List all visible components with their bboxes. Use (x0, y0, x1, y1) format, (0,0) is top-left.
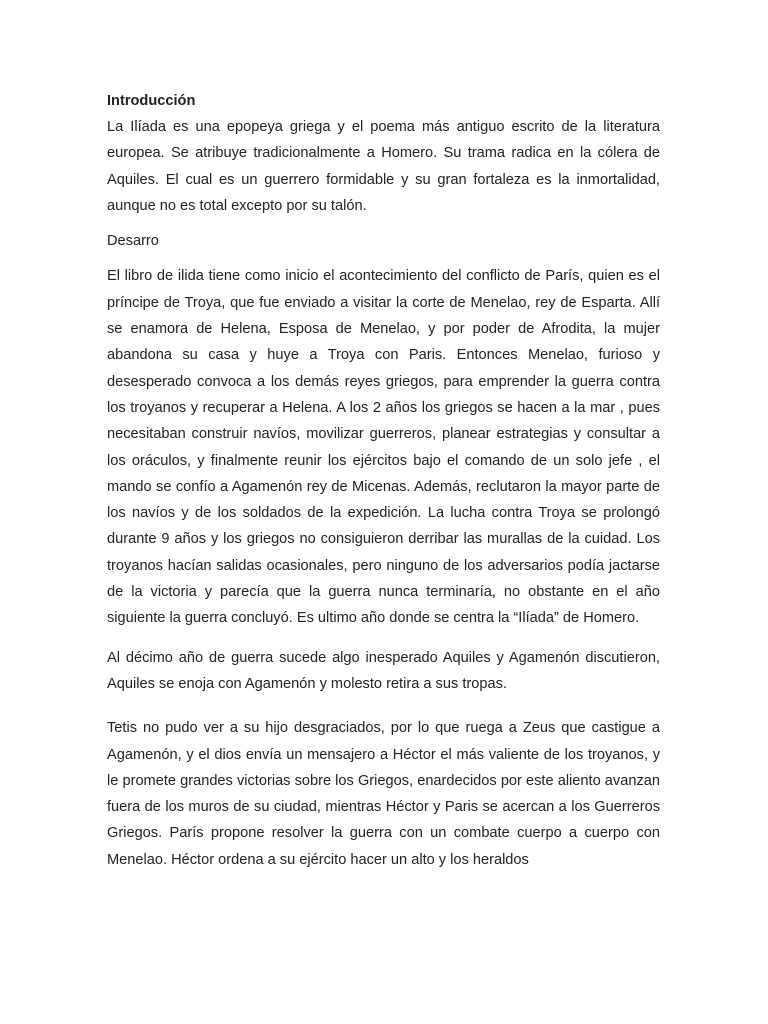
body-paragraph-2: Al décimo año de guerra sucede algo inesperado Aquiles y Agamenón discutieron, Aquiles se enoja con Agamenón y molesto retira a sus tropas. (107, 649, 660, 692)
body-paragraph-1: El libro de ilida tiene como inicio el acontecimiento del conflicto de París, quien es el príncipe de Troya, que fue enviado a visitar la corte de Menelao, rey de Esparta. Allí se enamora de Helena, Esposa de Menelao, y por poder de Afrodita, la mujer abandona su casa y huye a Troya con Paris. Entonces Menelao, furioso y desesperado convoca a los demás reyes griegos, para emprender la guerra contra los troyanos y recuperar a Helena. A los 2 años los griegos se hacen a la mar , pues necesitaban construir navíos, movilizar guerreros, planear estrategias y consultar a los oráculos, y finalmente reunir los ejércitos bajo el comando de un solo jefe , el mando se confío a Agamenón rey de Micenas. Además, reclutaron la mayor parte de los navíos y de los soldados de la expedición. La lucha contra Troya se prolongó durante 9 años y los griegos no consiguieron derribar las murallas de la cuidad. Los troyanos hacían salidas ocasionales, pero ninguno de los adversarios podía jactarse de la victoria y parecía que la guerra nunca terminaría, no obstante en el año siguiente la guerra concluyó. Es ultimo año donde se centra la “Ilíada” de Homero. (107, 268, 660, 627)
document-body (107, 90, 660, 873)
section-heading-introduccion: Introducción (107, 93, 196, 109)
section-subheading-desarrollo: Desarro (107, 233, 159, 250)
body-paragraph-3: Tetis no pudo ver a su hijo desgraciados, por lo que ruega a Zeus que castigue a Agamenón, y el dios envía un mensajero a Héctor el más valiente de los troyanos, y le promete grandes victorias sobre los Griegos, enardecidos por este aliento avanzan fuera de los muros de su ciudad, mientras Héctor y Paris se acercan a los Guerreros Griegos. París propone resolver la guerra con un combate cuerpo a cuerpo con Menelao. Héctor ordena a su ejército hacer un alto y los heraldos (107, 720, 660, 868)
intro-paragraph: La Ilíada es una epopeya griega y el poema más antiguo escrito de la literatura europea. Se atribuye tradicionalmente a Homero. Su trama radica en la cólera de Aquiles. El cual es un guerrero formidable y su gran fortaleza es la inmortalidad, aunque no es total excepto por su talón. (107, 119, 660, 214)
